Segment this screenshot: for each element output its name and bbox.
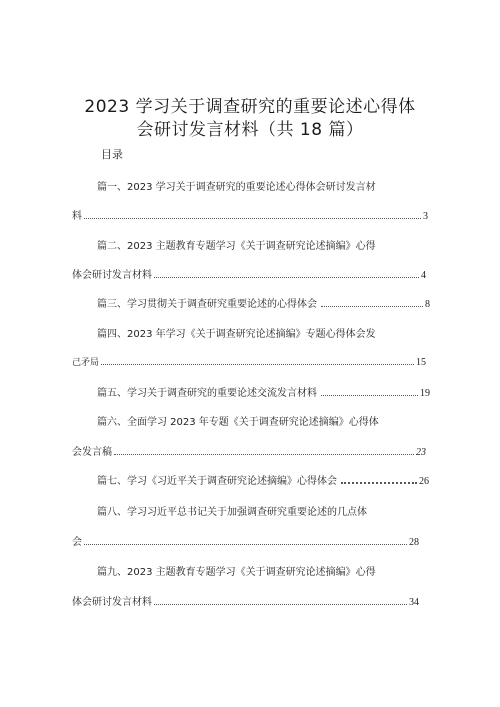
dot-leader: [101, 363, 414, 365]
toc-entry-9-page: 34: [409, 597, 419, 608]
toc-entry-2-line-1[interactable]: 篇二、2023 主题教育专题学习《关于调查研究论述摘编》心得: [97, 241, 376, 252]
toc-entry-7-text: 篇七、学习《习近平关于调查研究论述摘编》心得体会: [97, 476, 337, 487]
toc-entry-3-page: 8: [425, 299, 430, 310]
toc-entry-4-line-2[interactable]: [72, 355, 426, 368]
toc-entry-8-page: 28: [409, 537, 419, 548]
toc-entry-2-line-2[interactable]: [72, 266, 426, 281]
toc-entry-2-page: 4: [421, 270, 426, 281]
dot-leader: [321, 394, 418, 396]
toc-entry-2-continuation: 体会研讨发言材料: [72, 270, 152, 281]
toc-entry-7[interactable]: [97, 472, 429, 487]
toc-entry-4-page: 15: [416, 357, 426, 368]
toc-entry-1-page: 3: [423, 211, 428, 222]
toc-heading: 目录: [101, 148, 123, 161]
dot-leader: [84, 217, 421, 219]
toc-entry-7-page: 26: [419, 476, 429, 487]
toc-entry-1-line-2[interactable]: [72, 207, 428, 222]
dot-leader: [321, 305, 423, 307]
toc-entry-5[interactable]: [97, 384, 430, 399]
toc-entry-9-line-2[interactable]: [72, 593, 419, 608]
toc-entry-6-page: 23: [416, 447, 426, 458]
document-title-line-2: 会研讨发言材料（共 18 篇）: [136, 120, 364, 140]
dot-leader: [154, 603, 407, 605]
toc-entry-4-line-1[interactable]: 篇四、2023 年学习《关于调查研究论述摘编》专题心得体会发: [97, 329, 376, 340]
toc-entry-3[interactable]: [97, 295, 430, 310]
toc-entry-9-continuation: 体会研讨发言材料: [72, 597, 152, 608]
toc-entry-8-line-2[interactable]: [72, 533, 419, 548]
toc-entry-1-line-1[interactable]: 篇一、2023 学习关于调查研究的重要论述心得体会研讨发言材: [97, 182, 376, 193]
toc-entry-3-text: 篇三、学习贯彻关于调查研究重要论述的心得体会: [97, 299, 317, 310]
toc-entry-8-line-1[interactable]: 篇八、学习习近平总书记关于加强调查研究重要论述的几点体: [97, 507, 367, 518]
dot-leader: [154, 276, 419, 278]
toc-entry-6-continuation: 会发言稿: [72, 447, 112, 458]
toc-entry-8-continuation: 会: [72, 537, 82, 548]
dot-leader: [114, 453, 414, 455]
toc-entry-6-line-2[interactable]: [72, 443, 426, 458]
toc-entry-4-continuation: 己矛局: [72, 358, 100, 368]
dot-leader: [84, 543, 407, 545]
toc-entry-5-text: 篇五、学习关于调查研究的重要论述交流发言材料: [97, 388, 317, 399]
toc-entry-6-line-1[interactable]: 篇六、全面学习 2023 年专题《关于调查研究论述摘编》心得体: [97, 417, 379, 428]
document-title-line-1: 2023 学习关于调查研究的重要论述心得体: [84, 97, 416, 117]
toc-entry-5-page: 19: [420, 388, 430, 399]
toc-entry-1-continuation: 料: [72, 211, 82, 222]
toc-entry-9-line-1[interactable]: 篇九、2023 主题教育专题学习《关于调查研究论述摘编》心得: [97, 567, 376, 578]
dot-leader: [341, 481, 417, 484]
